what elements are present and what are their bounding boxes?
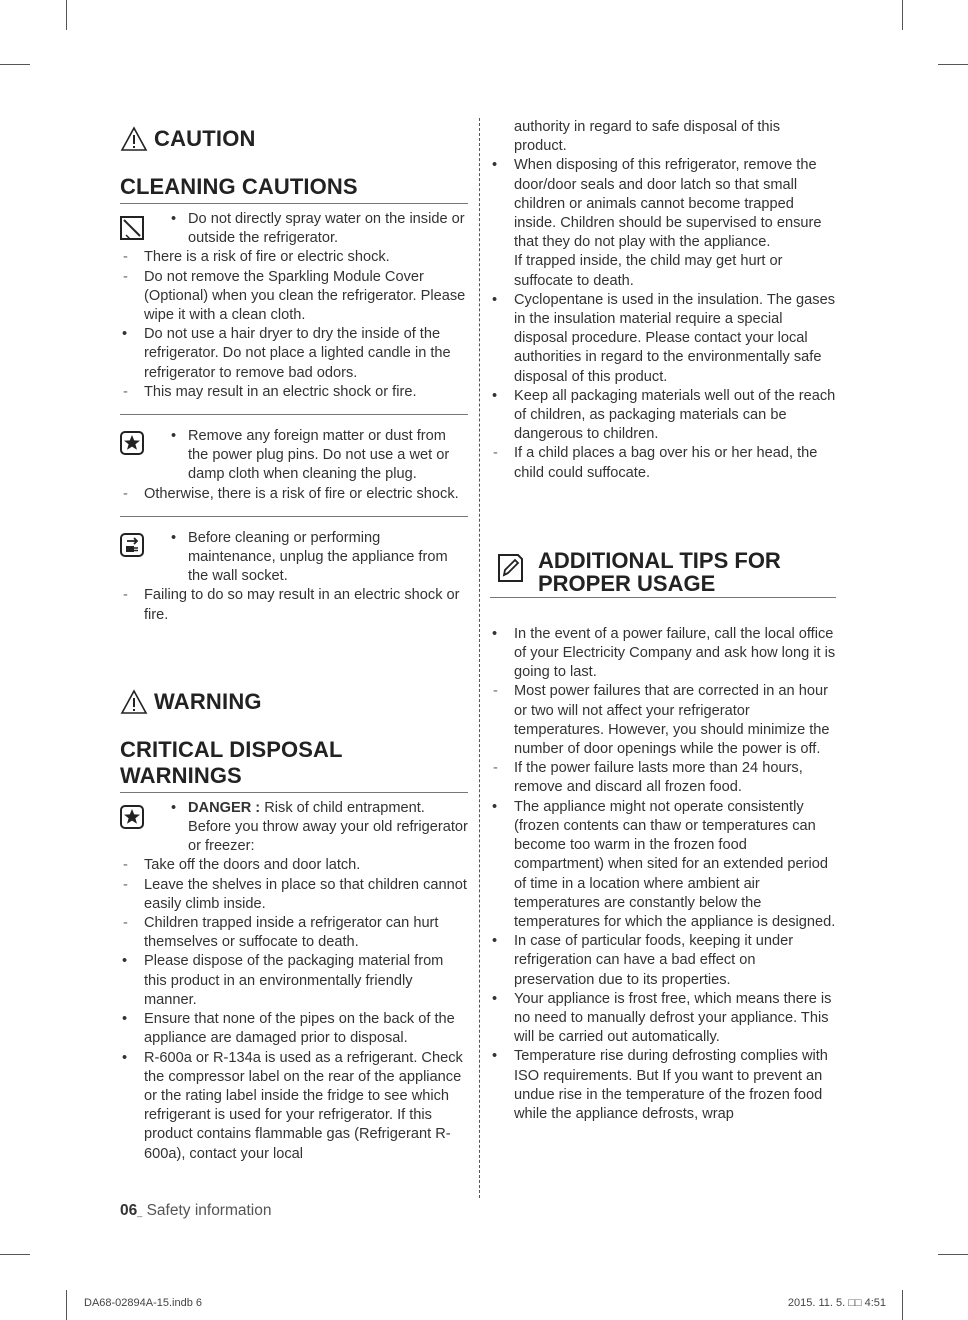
- section-title-line: CLEANING CAUTIONS: [120, 174, 358, 199]
- crop-mark: [902, 0, 903, 30]
- crop-mark: [938, 64, 968, 65]
- list-item: - Children trapped inside a refrigerator can hurt themselves or suffocate to death.: [120, 914, 468, 952]
- list-item: • Your appliance is frost free, which means there is no need to manually defrost your appliance. This will be carried out automatically.: [490, 990, 836, 1048]
- crop-mark: [0, 64, 30, 65]
- print-timestamp: 2015. 11. 5. □□ 4:51: [787, 1297, 886, 1309]
- warning-triangle-icon: [120, 689, 148, 715]
- list-item: • In case of particular foods, keeping it under refrigeration can have a bad effect on preservation due to its properties.: [490, 932, 836, 990]
- list-item: • Ensure that none of the pipes on the back of the appliance are damaged prior to disposal.: [120, 1010, 468, 1048]
- list-item: - Most power failures that are corrected in an hour or two will not affect your refrigerator temperatures. However, you should minimize the number of door openings while the power is off.: [490, 682, 836, 759]
- list-item: • Do not directly spray water on the inside or outside the refrigerator.: [120, 210, 468, 248]
- tips-list: [490, 625, 836, 1124]
- danger-label: DANGER :: [188, 799, 261, 816]
- list-item: - Leave the shelves in place so that children cannot easily climb inside.: [120, 876, 468, 914]
- list-item: • Keep all packaging materials well out of the reach of children, as packaging materials can be dangerous to children.: [490, 387, 836, 445]
- caution-block-plug: [120, 415, 468, 517]
- section-title-line: WARNINGS: [120, 762, 242, 788]
- footer-section: Safety information: [142, 1202, 272, 1219]
- danger-text: Risk of child entrapment. Before you throw away your old refrigerator or freezer:: [188, 799, 468, 855]
- file-slug: DA68-02894A-15.indb 6: [84, 1297, 203, 1309]
- crop-mark: [938, 1254, 968, 1255]
- list-item: • When disposing of this refrigerator, remove the door/door seals and door latch so that small children or animals cannot become trapped inside. Children should be supervised to ensure that they do not play with the appliance.: [490, 156, 836, 252]
- page-number: 06: [120, 1202, 138, 1219]
- list-item: - Failing to do so may result in an electric shock or fire.: [120, 586, 468, 624]
- list-item: - This may result in an electric shock or fire.: [120, 383, 468, 402]
- caution-block-spray: [120, 204, 468, 415]
- list-item: - If the power failure lasts more than 24 hours, remove and discard all frozen food.: [490, 759, 836, 797]
- additional-tips-heading: [490, 549, 836, 598]
- crop-mark: [66, 0, 67, 30]
- section-title-line: CRITICAL DISPOSAL: [120, 736, 343, 762]
- caution-heading: [120, 126, 468, 152]
- crop-mark: [66, 1290, 67, 1320]
- list-item: • Before cleaning or performing maintenance, unplug the appliance from the wall socket.: [120, 529, 468, 587]
- caution-block-unplug: [120, 517, 468, 625]
- list-item: - There is a risk of fire or electric shock.: [120, 248, 468, 267]
- warning-label: WARNING: [154, 689, 262, 715]
- additional-tips-title: [538, 549, 781, 595]
- page-footer: [120, 1202, 272, 1220]
- list-item: • The appliance might not operate consistently (frozen contents can thaw or temperatures can become too warm in the frozen food compartment) when sited for an extended period of time in a location where ambient air temperatures are constantly below the temperatures for which the appliance is designed.: [490, 798, 836, 932]
- warning-block: [120, 793, 468, 1164]
- list-item: • Temperature rise during defrosting complies with ISO requirements. But If you want to prevent an undue rise in the temperature of the frozen food while the appliance defrosts, wrap: [490, 1047, 836, 1124]
- left-column: [120, 118, 468, 1164]
- tips-title-line: ADDITIONAL TIPS FOR: [538, 547, 781, 573]
- column-divider: [479, 118, 480, 1198]
- footer-separator: _: [137, 1207, 143, 1217]
- crop-mark: [0, 1254, 30, 1255]
- list-item: • In the event of a power failure, call the local office of your Electricity Company and ask how long it is going to last.: [490, 625, 836, 683]
- list-item: authority in regard to safe disposal of this product.: [514, 119, 781, 155]
- critical-disposal-title: [120, 737, 468, 793]
- list-item: • Please dispose of the packaging material from this product in an environmentally friendly manner.: [120, 952, 468, 1010]
- list-item: • Remove any foreign matter or dust from the power plug pins. Do not use a wet or damp cloth when cleaning the plug.: [120, 427, 468, 485]
- right-column: [490, 118, 836, 1124]
- danger-item: [120, 799, 468, 857]
- list-item: - Do not remove the Sparkling Module Cover (Optional) when you clean the refrigerator. Please wipe it with a clean cloth.: [120, 268, 468, 326]
- list-item: • Do not use a hair dryer to dry the inside of the refrigerator. Do not place a lighted candle in the refrigerator to remove bad odors.: [120, 325, 468, 383]
- caution-triangle-icon: [120, 126, 148, 152]
- list-item: • R-600a or R-134a is used as a refrigerant. Check the compressor label on the rear of the appliance or the rating label inside the fridge to see which refrigerant is used for your refrigerator. If this product contains flammable gas (Refrigerant R-600a), contact your local: [120, 1049, 468, 1164]
- list-item: If trapped inside, the child may get hurt or suffocate to death.: [514, 253, 783, 289]
- list-item: - Take off the doors and door latch.: [120, 856, 468, 875]
- tips-title-line: PROPER USAGE: [538, 570, 716, 596]
- list-item: - Otherwise, there is a risk of fire or electric shock.: [120, 485, 468, 504]
- cleaning-cautions-title: [120, 174, 468, 204]
- list-item: - If a child places a bag over his or her head, the child could suffocate.: [490, 444, 836, 482]
- list-item: • Cyclopentane is used in the insulation. The gases in the insulation material require a special disposal procedure. Please contact your local authorities in regard to the environmentally safe disposal of this product.: [490, 291, 836, 387]
- note-pencil-icon: [496, 553, 524, 583]
- warning-heading: [120, 689, 468, 715]
- caution-label: CAUTION: [154, 126, 256, 152]
- crop-mark: [902, 1290, 903, 1320]
